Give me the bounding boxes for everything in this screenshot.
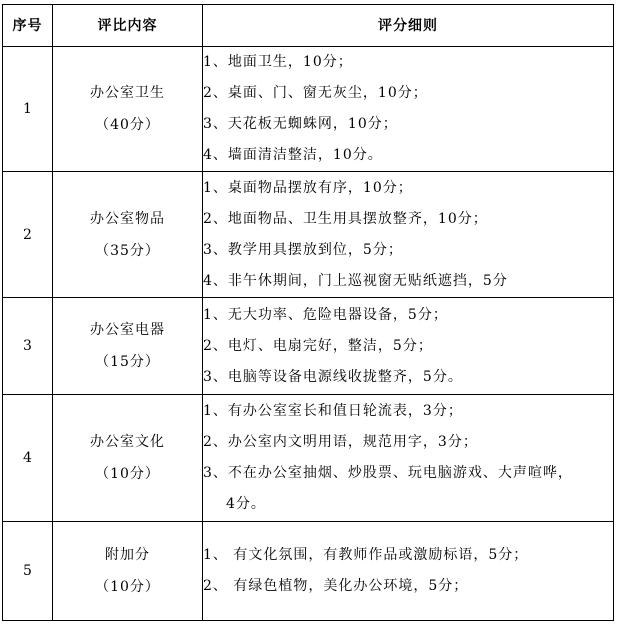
rule-line: 1、地面卫生，10分； xyxy=(203,54,353,70)
rule-line: 2、电灯、电扇完好，整洁，5分； xyxy=(203,337,433,354)
header-item: 评比内容 xyxy=(53,5,203,47)
table-row xyxy=(3,172,614,298)
rule-line: 1、 有文化氛围，有教师作品或激励标语，5分； xyxy=(203,547,529,563)
rule-line: 1、桌面物品摆放有序，10分； xyxy=(203,179,413,196)
item-score: （10分） xyxy=(95,579,160,595)
rule-line: 1、无大功率、危险电器设备，5分； xyxy=(203,306,448,323)
rules-cell xyxy=(203,298,614,395)
rules-cell xyxy=(203,172,614,298)
table-row xyxy=(3,47,614,172)
evaluation-table xyxy=(2,4,614,621)
rule-line: 3、电脑等设备电源线收拢整齐，5分。 xyxy=(203,368,463,385)
rule-line: 1、有办公室室长和值日轮流表，3分； xyxy=(203,403,463,419)
rules-cell xyxy=(203,395,614,522)
item-score: （10分） xyxy=(95,466,160,482)
row-number: 2 xyxy=(3,172,53,298)
rule-line: 3、不在办公室抽烟、炒股票、玩电脑游戏、大声喧哗， xyxy=(203,465,573,481)
row-number: 3 xyxy=(3,298,53,395)
item-score: （15分） xyxy=(95,354,160,370)
rule-line: 3、教学用具摆放到位，5分； xyxy=(203,241,403,258)
table-row xyxy=(3,522,614,621)
table-row xyxy=(3,298,614,395)
item-score: （35分） xyxy=(95,242,160,259)
item-cell xyxy=(53,298,203,395)
rule-line-continuation: 4分。 xyxy=(226,496,266,512)
item-cell xyxy=(53,395,203,522)
row-number: 5 xyxy=(3,522,53,621)
header-no: 序号 xyxy=(3,5,53,47)
item-score: （40分） xyxy=(95,117,160,133)
header-rules: 评分细则 xyxy=(203,5,614,47)
rule-line: 3、天花板无蜘蛛网，10分； xyxy=(203,116,398,132)
item-name: 附加分 xyxy=(105,547,150,563)
row-number: 4 xyxy=(3,395,53,522)
rules-cell xyxy=(203,522,614,621)
rule-line: 2、桌面、门、窗无灰尘，10分； xyxy=(203,85,428,101)
rules-cell xyxy=(203,47,614,172)
table-header-row xyxy=(3,5,614,47)
item-name: 办公室文化 xyxy=(90,434,165,450)
rule-line: 2、办公室内文明用语，规范用字，3分； xyxy=(203,434,478,450)
rule-line: 2、 有绿色植物，美化办公环境，5分； xyxy=(203,578,469,594)
item-cell xyxy=(53,522,203,621)
row-number: 1 xyxy=(3,47,53,172)
item-name: 办公室卫生 xyxy=(90,85,165,101)
item-cell xyxy=(53,47,203,172)
rule-line: 4、非午休期间，门上巡视窗无贴纸遮挡，5分 xyxy=(203,272,508,289)
item-cell xyxy=(53,172,203,298)
rule-line: 2、地面物品、卫生用具摆放整齐，10分； xyxy=(203,210,488,227)
item-name: 办公室物品 xyxy=(90,210,165,227)
table-row xyxy=(3,395,614,522)
item-name: 办公室电器 xyxy=(90,322,165,338)
rule-line: 4、墙面清洁整洁，10分。 xyxy=(203,147,383,163)
